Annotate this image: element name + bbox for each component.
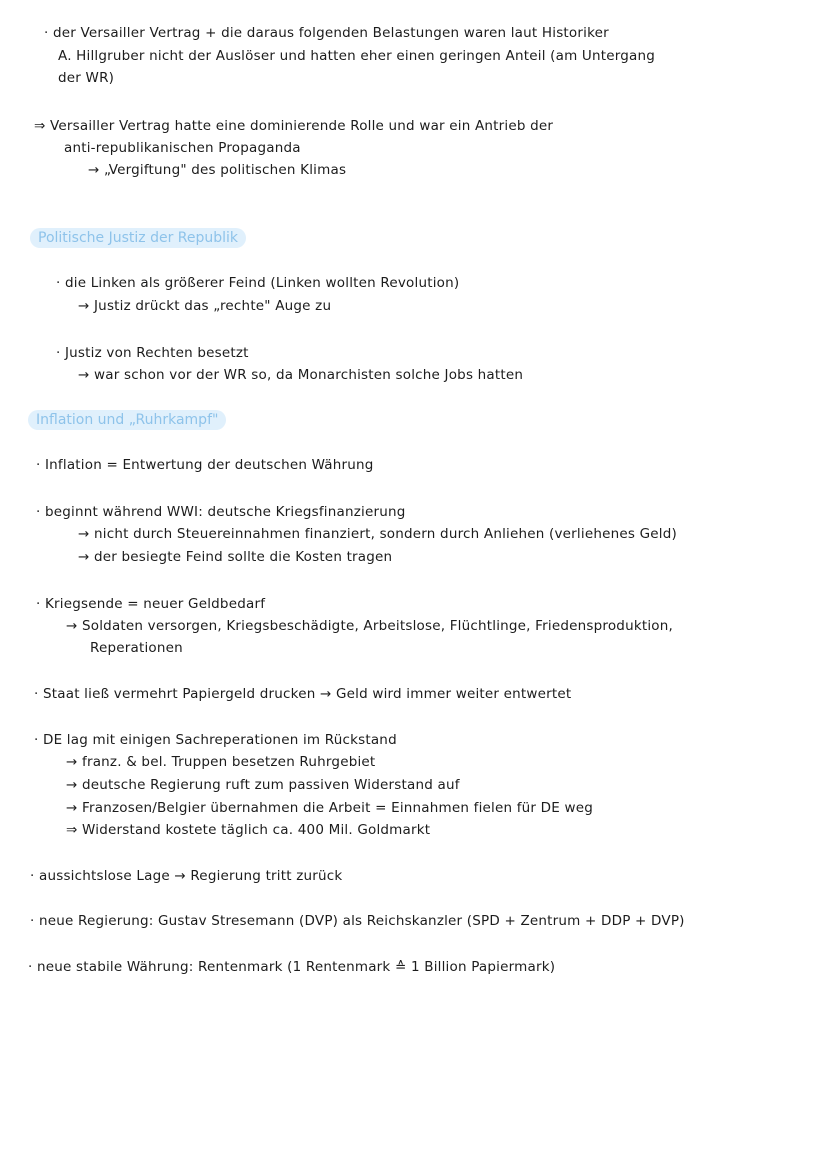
- arrow-line: → Justiz drückt das „rechte" Auge zu: [78, 298, 332, 314]
- arrow-line: → „Vergiftung" des politischen Klimas: [88, 162, 347, 178]
- arrow-line: → war schon vor der WR so, da Monarchisten solche Jobs hatten: [78, 367, 524, 383]
- bullet-line: · Justiz von Rechten besetzt: [56, 345, 249, 361]
- arrow-line: → nicht durch Steuereinnahmen finanziert, sondern durch Anliehen (verliehenes Geld): [78, 526, 677, 542]
- bullet-line: · Staat ließ vermehrt Papiergeld drucken → Geld wird immer weiter entwertet: [34, 686, 572, 702]
- bullet-line: · neue stabile Währung: Rentenmark (1 Rentenmark ≙ 1 Billion Papiermark): [28, 959, 556, 975]
- bullet-line: · Inflation = Entwertung der deutschen Währung: [36, 457, 374, 473]
- bullet-line: · die Linken als größerer Feind (Linken wollten Revolution): [56, 275, 460, 291]
- bullet-line: · Kriegsende = neuer Geldbedarf: [36, 596, 266, 612]
- heading-politische-justiz: Politische Justiz der Republik: [30, 228, 246, 248]
- conclusion-line: ⇒ Widerstand kostete täglich ca. 400 Mil. Goldmarkt: [66, 822, 431, 838]
- note-line: A. Hillgruber nicht der Auslöser und hatten eher einen geringen Anteil (am Untergang: [58, 48, 656, 64]
- arrow-line: → deutsche Regierung ruft zum passiven Widerstand auf: [66, 777, 460, 793]
- note-line: Reperationen: [90, 640, 183, 656]
- heading-inflation-ruhrkampf: Inflation und „Ruhrkampf": [28, 410, 226, 430]
- bullet-line: · beginnt während WWI: deutsche Kriegsfinanzierung: [36, 504, 406, 520]
- conclusion-line: ⇒ Versailler Vertrag hatte eine dominierende Rolle und war ein Antrieb der: [34, 118, 554, 134]
- arrow-line: → der besiegte Feind sollte die Kosten tragen: [78, 549, 393, 565]
- arrow-line: → franz. & bel. Truppen besetzen Ruhrgebiet: [66, 754, 376, 770]
- bullet-line: · neue Regierung: Gustav Stresemann (DVP) als Reichskanzler (SPD + Zentrum + DDP + DVP): [30, 913, 685, 929]
- bullet-line: · DE lag mit einigen Sachreperationen im Rückstand: [34, 732, 397, 748]
- arrow-line: → Soldaten versorgen, Kriegsbeschädigte, Arbeitslose, Flüchtlinge, Friedensproduktion,: [66, 618, 673, 634]
- arrow-line: → Franzosen/Belgier übernahmen die Arbeit = Einnahmen fielen für DE weg: [66, 800, 594, 816]
- bullet-line: · aussichtslose Lage → Regierung tritt zurück: [30, 868, 343, 884]
- note-line: anti-republikanischen Propaganda: [64, 140, 301, 156]
- note-line: der WR): [58, 70, 115, 86]
- note-line: · der Versailler Vertrag + die daraus folgenden Belastungen waren laut Historiker: [44, 25, 609, 41]
